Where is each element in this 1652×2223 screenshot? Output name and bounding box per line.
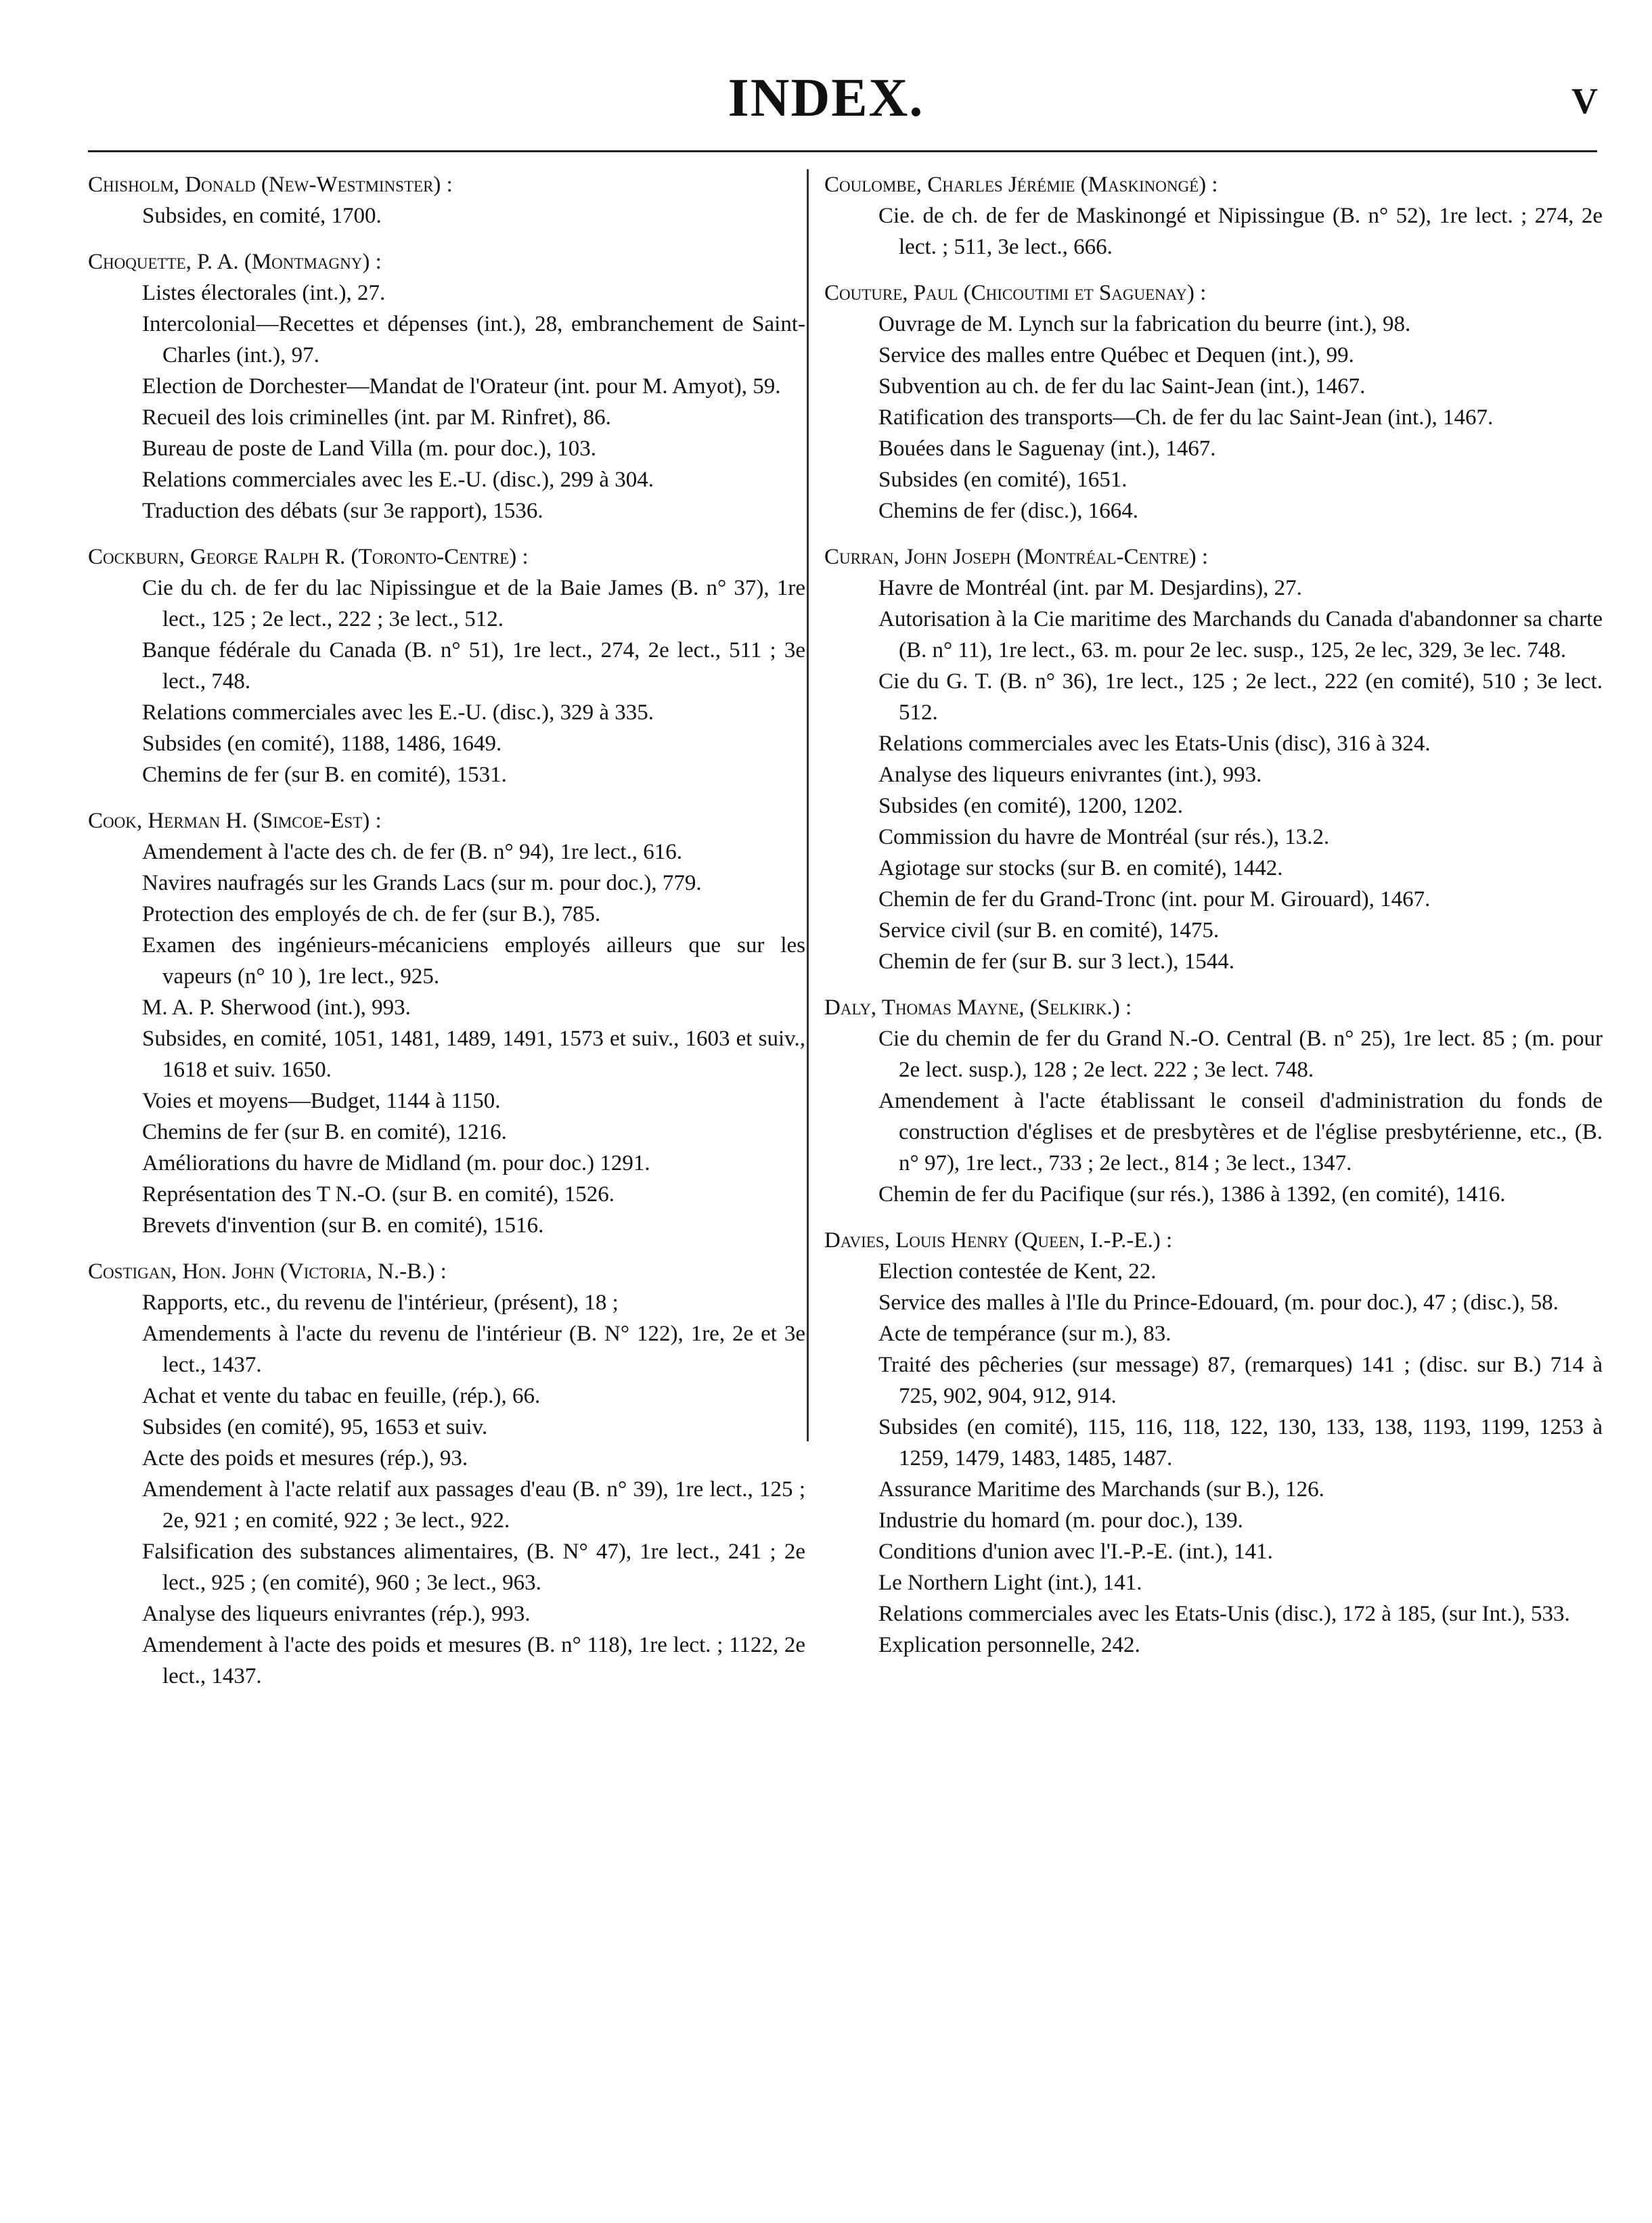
entry-name: Coulombe, Charles Jérémie (Maskinongé) :	[824, 173, 1218, 197]
entry-subitem: Chemin de fer du Grand-Tronc (int. pour M. Girouard), 1467.	[878, 887, 1431, 912]
entry-subitem: Amendement à l'acte établissant le conseil d'administration du fonds de construction d'églises et de presbytères et de l'église presbytérienne, etc., (B. n° 97), 1re lect., 733 ; 2e lect., 814 ; 3e lect., 1347.	[878, 1089, 1603, 1175]
entry-subitem: Subsides (en comité), 95, 1653 et suiv.	[142, 1415, 488, 1439]
right-column	[824, 169, 1603, 1676]
entry-subitem: Analyse des liqueurs enivrantes (rép.), 993.	[142, 1602, 531, 1626]
entry-subitem: Listes électorales (int.), 27.	[142, 281, 386, 305]
entry-subitem: Relations commerciales avec les E.-U. (disc.), 299 à 304.	[142, 468, 654, 492]
entry-subitem: Amendement à l'acte relatif aux passages d'eau (B. n° 39), 1re lect., 125 ; 2e, 921 ; en comité, 922 ; 3e lect., 922.	[142, 1477, 805, 1533]
entry-subitem: Analyse des liqueurs enivrantes (int.), 993.	[878, 763, 1262, 787]
entry-subitem: Subsides (en comité), 115, 116, 118, 122, 130, 133, 138, 1193, 1199, 1253 à 1259, 1479, 1483, 1485, 1487.	[878, 1415, 1603, 1470]
entry-name: Daly, Thomas Mayne, (Selkirk.) :	[824, 995, 1132, 1020]
entry-subitem: Cie. de ch. de fer de Maskinongé et Nipissingue (B. n° 52), 1re lect. ; 274, 2e lect. ; 511, 3e lect., 666.	[878, 204, 1603, 259]
entry-name: Davies, Louis Henry (Queen, I.-P.-E.) :	[824, 1228, 1173, 1253]
entry-subitem: Relations commerciales avec les Etats-Unis (disc.), 172 à 185, (sur Int.), 533.	[878, 1602, 1570, 1626]
entry-subitem: Relations commerciales avec les E.-U. (disc.), 329 à 335.	[142, 700, 654, 725]
entry-subitem: Protection des employés de ch. de fer (sur B.), 785.	[142, 902, 601, 926]
entry-subitem: Chemins de fer (sur B. en comité), 1531.	[142, 763, 507, 787]
entry-subitem: Cie du chemin de fer du Grand N.-O. Central (B. n° 25), 1re lect. 85 ; (m. pour 2e lect. susp.), 128 ; 2e lect. 222 ; 3e lect. 748.	[878, 1027, 1603, 1082]
entry-subitem: Subsides, en comité, 1051, 1481, 1489, 1491, 1573 et suiv., 1603 et suiv., 1618 et suiv. 1650.	[142, 1027, 805, 1082]
page-title: INDEX.	[728, 68, 924, 128]
entry-subitem: Industrie du homard (m. pour doc.), 139.	[878, 1508, 1243, 1533]
entry-name: Chisholm, Donald (New-Westminster) :	[88, 173, 453, 197]
entry-subitem: Acte des poids et mesures (rép.), 93.	[142, 1446, 468, 1470]
header-rule	[88, 150, 1597, 152]
entry-subitem: Chemin de fer (sur B. sur 3 lect.), 1544.	[878, 949, 1235, 974]
entry-subitem: Intercolonial—Recettes et dépenses (int.), 28, embranchement de Saint-Charles (int.), 97.	[142, 312, 805, 367]
entry-subitem: Chemins de fer (sur B. en comité), 1216.	[142, 1120, 507, 1144]
entry-subitem: Autorisation à la Cie maritime des Marchands du Canada d'abandonner sa charte (B. n° 11), 1re lect., 63. m. pour 2e lec. susp., 125, 2e lec, 329, 3e lec. 748.	[878, 607, 1603, 663]
entry-subitem: Cie du G. T. (B. n° 36), 1re lect., 125 ; 2e lect., 222 (en comité), 510 ; 3e lect. 512.	[878, 669, 1603, 725]
entry-subitem: Assurance Maritime des Marchands (sur B.), 126.	[878, 1477, 1324, 1502]
entry-subitem: Bouées dans le Saguenay (int.), 1467.	[878, 436, 1216, 461]
entry-subitem: Service des malles entre Québec et Dequen (int.), 99.	[878, 343, 1354, 367]
entry-subitem: Acte de tempérance (sur m.), 83.	[878, 1322, 1171, 1346]
entry-name: Couture, Paul (Chicoutimi et Saguenay) :	[824, 281, 1207, 305]
entry-subitem: Banque fédérale du Canada (B. n° 51), 1re lect., 274, 2e lect., 511 ; 3e lect., 748.	[142, 638, 805, 694]
entry-subitem: Service civil (sur B. en comité), 1475.	[878, 918, 1220, 943]
entry-subitem: Subsides (en comité), 1188, 1486, 1649.	[142, 732, 502, 756]
entry-subitem: Représentation des T N.-O. (sur B. en comité), 1526.	[142, 1182, 615, 1207]
index-entry	[88, 805, 805, 1241]
entry-subitem: Falsification des substances alimentaires, (B. N° 47), 1re lect., 241 ; 2e lect., 925 ; (en comité), 960 ; 3e lect., 963.	[142, 1540, 805, 1595]
entry-subitem: Subsides (en comité), 1200, 1202.	[878, 794, 1184, 818]
index-entry	[88, 246, 805, 526]
entry-subitem: Explication personnelle, 242.	[878, 1633, 1140, 1657]
entry-subitem: Commission du havre de Montréal (sur rés.), 13.2.	[878, 825, 1330, 849]
entry-name: Cook, Herman H. (Simcoe-Est) :	[88, 809, 382, 833]
entry-subitem: Relations commerciales avec les Etats-Unis (disc), 316 à 324.	[878, 732, 1431, 756]
entry-subitem: Bureau de poste de Land Villa (m. pour doc.), 103.	[142, 436, 596, 461]
entry-subitem: Amendement à l'acte des poids et mesures (B. n° 118), 1re lect. ; 1122, 2e lect., 1437.	[142, 1633, 805, 1688]
entry-subitem: Havre de Montréal (int. par M. Desjardins), 27.	[878, 576, 1302, 600]
index-entry	[88, 541, 805, 790]
index-entry	[88, 169, 805, 231]
index-entry	[824, 169, 1603, 263]
entry-subitem: Améliorations du havre de Midland (m. pour doc.) 1291.	[142, 1151, 650, 1175]
entry-subitem: Cie du ch. de fer du lac Nipissingue et de la Baie James (B. n° 37), 1re lect., 125 ; 2e lect., 222 ; 3e lect., 512.	[142, 576, 805, 631]
entry-subitem: Amendements à l'acte du revenu de l'intérieur (B. N° 122), 1re, 2e et 3e lect., 1437.	[142, 1322, 805, 1377]
entry-subitem: Election de Dorchester—Mandat de l'Orateur (int. pour M. Amyot), 59.	[142, 374, 781, 399]
entry-name: Choquette, P. A. (Montmagny) :	[88, 250, 382, 274]
entry-name: Curran, John Joseph (Montréal-Centre) :	[824, 545, 1209, 569]
entry-subitem: Chemins de fer (disc.), 1664.	[878, 499, 1138, 523]
index-entry	[88, 1256, 805, 1692]
column-divider	[807, 169, 809, 1441]
entry-subitem: Agiotage sur stocks (sur B. en comité), 1442.	[878, 856, 1283, 880]
left-column	[88, 169, 805, 1707]
entry-subitem: M. A. P. Sherwood (int.), 993.	[142, 995, 411, 1020]
entry-subitem: Traité des pêcheries (sur message) 87, (remarques) 141 ; (disc. sur B.) 714 à 725, 902, 904, 912, 914.	[878, 1353, 1603, 1408]
entry-subitem: Brevets d'invention (sur B. en comité), 1516.	[142, 1213, 544, 1238]
entry-subitem: Ratification des transports—Ch. de fer du lac Saint-Jean (int.), 1467.	[878, 405, 1494, 430]
entry-subitem: Chemin de fer du Pacifique (sur rés.), 1386 à 1392, (en comité), 1416.	[878, 1182, 1506, 1207]
entry-subitem: Amendement à l'acte des ch. de fer (B. n° 94), 1re lect., 616.	[142, 840, 683, 864]
index-entry	[824, 1225, 1603, 1661]
entry-subitem: Navires naufragés sur les Grands Lacs (sur m. pour doc.), 779.	[142, 871, 702, 895]
entry-subitem: Subsides (en comité), 1651.	[878, 468, 1128, 492]
entry-subitem: Rapports, etc., du revenu de l'intérieur, (présent), 18 ;	[142, 1290, 619, 1315]
entry-subitem: Ouvrage de M. Lynch sur la fabrication du beurre (int.), 98.	[878, 312, 1411, 336]
entry-subitem: Subvention au ch. de fer du lac Saint-Jean (int.), 1467.	[878, 374, 1366, 399]
entry-subitem: Conditions d'union avec l'I.-P.-E. (int.), 141.	[878, 1540, 1273, 1564]
page-number: V	[1571, 81, 1598, 121]
entry-subitem: Election contestée de Kent, 22.	[878, 1259, 1157, 1284]
entry-subitem: Service des malles à l'Ile du Prince-Edouard, (m. pour doc.), 47 ; (disc.), 58.	[878, 1290, 1559, 1315]
index-entry	[824, 541, 1603, 977]
entry-subitem: Subsides, en comité, 1700.	[142, 204, 382, 228]
entry-subitem: Examen des ingénieurs-mécaniciens employés ailleurs que sur les vapeurs (n° 10 ), 1re lect., 925.	[142, 933, 805, 989]
entry-subitem: Voies et moyens—Budget, 1144 à 1150.	[142, 1089, 501, 1113]
index-entry	[824, 992, 1603, 1210]
entry-subitem: Recueil des lois criminelles (int. par M. Rinfret), 86.	[142, 405, 611, 430]
entry-name: Cockburn, George Ralph R. (Toronto-Centre) :	[88, 545, 529, 569]
entry-subitem: Achat et vente du tabac en feuille, (rép.), 66.	[142, 1384, 541, 1408]
index-entry	[824, 277, 1603, 526]
entry-name: Costigan, Hon. John (Victoria, N.-B.) :	[88, 1259, 447, 1284]
entry-subitem: Le Northern Light (int.), 141.	[878, 1571, 1142, 1595]
entry-subitem: Traduction des débats (sur 3e rapport), 1536.	[142, 499, 543, 523]
